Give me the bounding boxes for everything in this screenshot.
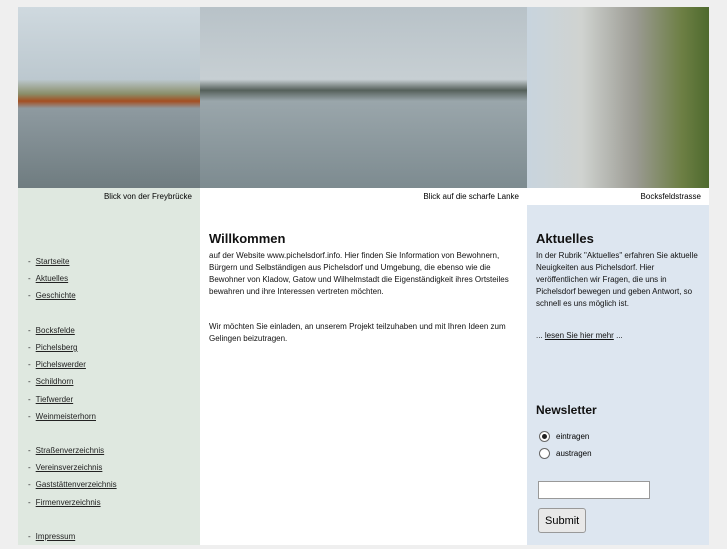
email-input[interactable] xyxy=(538,481,650,499)
photo-caption: Blick auf die scharfe Lanke xyxy=(423,192,519,201)
bullet: - xyxy=(28,257,31,266)
bullet: - xyxy=(28,532,31,541)
sidebar-item-label: Schildhorn xyxy=(35,377,74,387)
main-content xyxy=(200,188,527,545)
ellipsis: ... xyxy=(536,331,543,340)
sidebar-item-label: Firmenverzeichnis xyxy=(35,497,101,507)
sidebar-item-label: Bocksfelde xyxy=(35,325,75,335)
radio-label: eintragen xyxy=(556,432,590,441)
bullet: - xyxy=(28,377,31,387)
sidebar-nav xyxy=(28,257,117,549)
sidebar-item-impressum[interactable] xyxy=(28,532,117,549)
sidebar-item-label: Pichelswerder xyxy=(35,360,86,370)
ellipsis: ... xyxy=(616,331,623,340)
sidebar-item-pichelsberg[interactable] xyxy=(28,343,117,360)
sidebar-item-tiefwerder[interactable] xyxy=(28,395,117,412)
sidebar-item-gaststättenverzeichnis[interactable] xyxy=(28,480,117,497)
sidebar-item-label: Straßenverzeichnis xyxy=(35,446,105,456)
sidebar-item-bocksfelde[interactable] xyxy=(28,326,117,343)
photo-caption: Bocksfeldstrasse xyxy=(527,188,709,205)
sidebar-item-label: Pichelsberg xyxy=(35,342,78,352)
header-photo-freybruecke xyxy=(18,7,200,188)
sidebar-item-label: Gaststättenverzeichnis xyxy=(35,480,117,490)
bullet: - xyxy=(28,274,31,284)
news-title: Aktuelles xyxy=(536,231,594,246)
page-title: Willkommen xyxy=(209,231,286,246)
sidebar-item-startseite[interactable] xyxy=(28,257,117,274)
bullet: - xyxy=(28,411,31,421)
sidebar-item-label: Startseite xyxy=(35,257,70,266)
sidebar-item-vereinsverzeichnis[interactable] xyxy=(28,463,117,480)
newsletter-title: Newsletter xyxy=(536,403,597,417)
sidebar-item-label: Aktuelles xyxy=(35,274,69,284)
submit-button[interactable]: Submit xyxy=(538,508,586,533)
newsletter-form xyxy=(527,7,709,545)
radio-label: austragen xyxy=(556,449,592,458)
sidebar-item-weinmeisterhorn[interactable] xyxy=(28,412,117,429)
sidebar-item-label: Impressum xyxy=(35,532,76,541)
intro-text: auf der Website www.pichelsdorf.info. Hier finden Sie Information von Bewohnern, Bürgern und Selbständigen aus Pichelsdorf und Umgebung, die ebenso wie die Bewohner von Kladow, Gatow und Wilhelmstadt die Eigenständigkeit ihres Ortsteiles bewahren und ihre Interessen vertreten möchten. xyxy=(209,251,509,296)
header-photo-scharfe-lanke xyxy=(200,7,527,188)
sidebar-item-geschichte[interactable] xyxy=(28,291,117,308)
sidebar-item-straßenverzeichnis[interactable] xyxy=(28,446,117,463)
bullet: - xyxy=(28,325,31,335)
bullet: - xyxy=(28,360,31,370)
bullet: - xyxy=(28,394,31,404)
sidebar-item-firmenverzeichnis[interactable] xyxy=(28,498,117,515)
bullet: - xyxy=(28,291,31,301)
read-more-link[interactable]: lesen Sie hier mehr xyxy=(544,331,614,340)
sidebar-item-schildhorn[interactable] xyxy=(28,377,117,394)
sidebar-item-label: Tiefwerder xyxy=(35,394,74,404)
photo-caption: Blick von der Freybrücke xyxy=(103,192,192,201)
news-text: In der Rubrik "Aktuelles" erfahren Sie aktuelle Neuigkeiten aus Pichelsdorf. Hier veröffentlichen wir Fragen, die uns in Pichelsdorf bewegen und geben Antwort, so schnell es uns möglich ist. xyxy=(536,251,698,308)
sidebar-item-pichelswerder[interactable] xyxy=(28,360,117,377)
sidebar-item-label: Weinmeisterhorn xyxy=(35,411,96,421)
bullet: - xyxy=(28,446,31,456)
bullet: - xyxy=(28,480,31,490)
bullet: - xyxy=(28,342,31,352)
bullet: - xyxy=(28,497,31,507)
bullet: - xyxy=(28,463,31,473)
sidebar-item-label: Geschichte xyxy=(35,291,76,301)
invite-text: Wir möchten Sie einladen, an unserem Projekt teilzuhaben und mit Ihren Ideen zum Gelingen beizutragen. xyxy=(209,322,506,343)
sidebar-item-aktuelles[interactable] xyxy=(28,274,117,291)
sidebar-item-label: Vereinsverzeichnis xyxy=(35,463,103,473)
